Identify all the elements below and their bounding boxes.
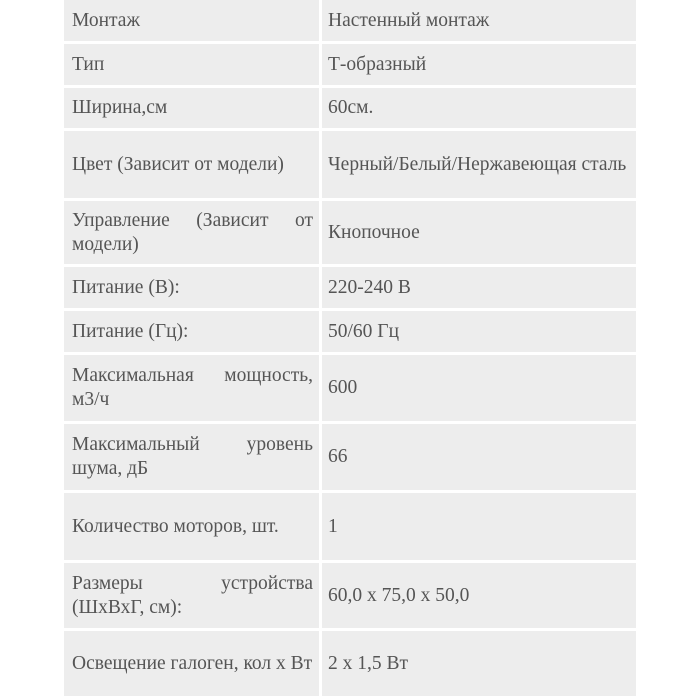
specifications-table [64,0,636,699]
spec-value: 2 х 1,5 Вт [322,631,636,699]
spec-value: 220-240 В [322,267,636,311]
spec-label: Ширина,см [64,88,322,131]
table-row [64,311,636,355]
spec-label: Монтаж [64,0,322,44]
table-row [64,88,636,131]
table-row [64,44,636,88]
spec-value: 60,0 х 75,0 х 50,0 [322,563,636,631]
spec-label: Питание (Гц): [64,311,322,355]
spec-label: Тип [64,44,322,88]
spec-label: Размеры устройства (ШхВхГ, см): [64,563,322,631]
spec-label: Цвет (Зависит от модели) [64,131,322,201]
table-row [64,424,636,493]
spec-value: 600 [322,355,636,424]
table-row [64,131,636,201]
spec-value: Кнопочное [322,201,636,267]
table-row [64,0,636,44]
table-row [64,493,636,563]
spec-label: Количество моторов, шт. [64,493,322,563]
table-row [64,563,636,631]
spec-label: Управление (Зависит от модели) [64,201,322,267]
spec-value: 66 [322,424,636,493]
spec-value: Настенный монтаж [322,0,636,44]
spec-value: 60см. [322,88,636,131]
table-row [64,355,636,424]
spec-value: 50/60 Гц [322,311,636,355]
spec-label: Максимальная мощность, м3/ч [64,355,322,424]
table-row [64,201,636,267]
spec-label: Максимальный уровень шума, дБ [64,424,322,493]
spec-label: Освещение галоген, кол х Вт [64,631,322,699]
spec-value: Черный/Белый/Нержавеющая сталь [322,131,636,201]
spec-value: Т-образный [322,44,636,88]
spec-value: 1 [322,493,636,563]
spec-label: Питание (В): [64,267,322,311]
table-row [64,631,636,699]
table-row [64,267,636,311]
